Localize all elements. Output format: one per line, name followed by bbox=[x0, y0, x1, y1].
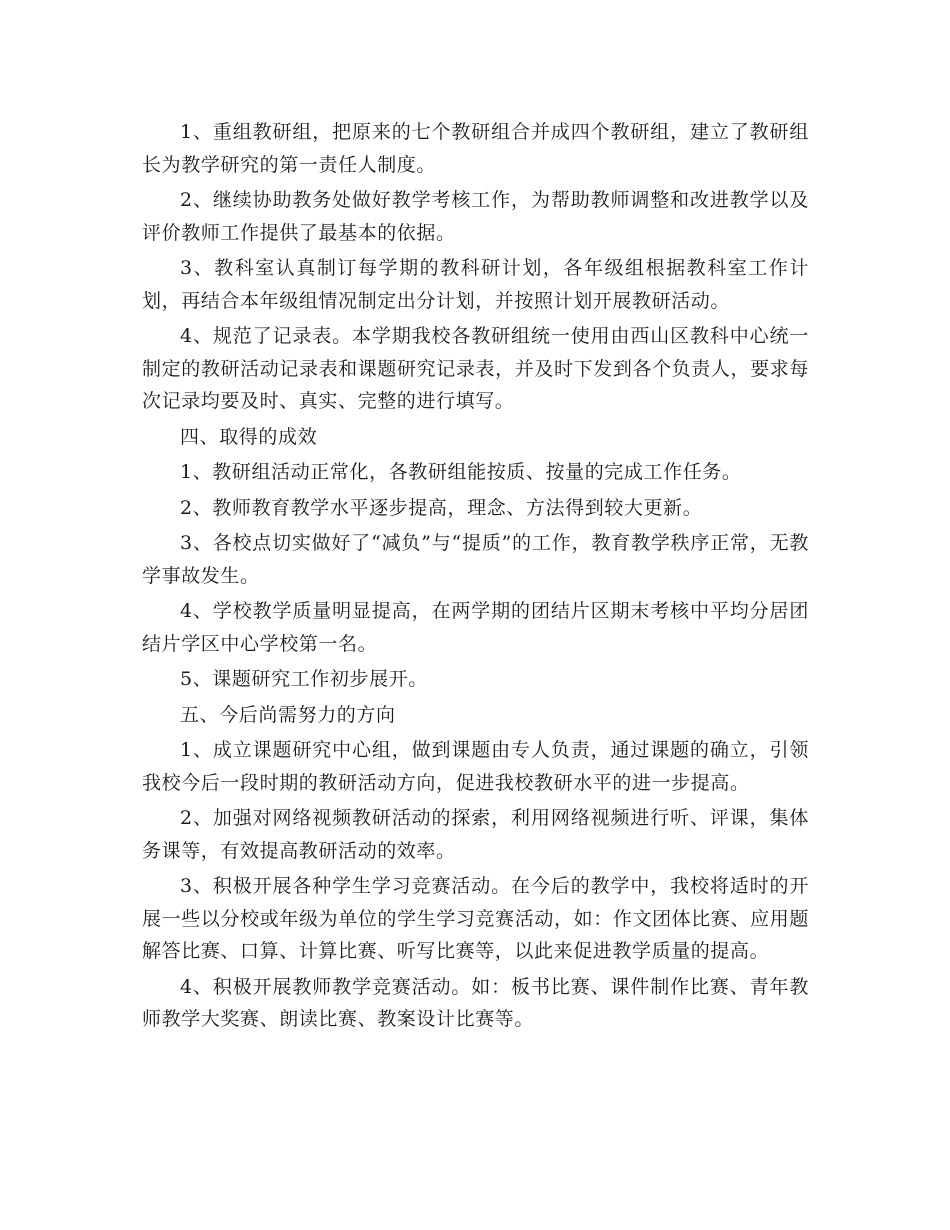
achievement-item-4: 4、学校教学质量明显提高，在两学期的团结片区期末考核中平均分居团结片学区中心学校第一名。 bbox=[142, 600, 809, 655]
direction-item-2: 2、加强对网络视频教研活动的探索，利用网络视频进行听、评课，集体务课等，有效提高教研活动的效率。 bbox=[142, 807, 809, 862]
direction-item-4: 4、积极开展教师教学竞赛活动。如：板书比赛、课件制作比赛、青年教师教学大奖赛、朗读比赛、教案设计比赛等。 bbox=[142, 975, 809, 1030]
section-heading-future-direction: 五、今后尚需努力的方向 bbox=[180, 703, 396, 726]
document-body bbox=[142, 116, 809, 1039]
achievement-item-5: 5、课题研究工作初步展开。 bbox=[180, 668, 428, 690]
achievement-item-2: 2、教师教育教学水平逐步提高，理念、方法得到较大更新。 bbox=[180, 496, 703, 519]
paragraph-item-1: 1、重组教研组，把原来的七个教研组合并成四个教研组，建立了教研组长为教学研究的第一责任人制度。 bbox=[142, 121, 809, 176]
direction-item-3: 3、积极开展各种学生学习竞赛活动。在今后的教学中，我校将适时的开展一些以分校或年级为单位的学生学习竞赛活动，如：作文团体比赛、应用题解答比赛、口算、计算比赛、听写比赛等，以此来促进教学质量的提高。 bbox=[142, 875, 809, 962]
paragraph-item-2: 2、继续协助教务处做好教学考核工作，为帮助教师调整和改进教学以及评价教师工作提供了最基本的依据。 bbox=[142, 189, 809, 244]
paragraph-item-4: 4、规范了记录表。本学期我校各教研组统一使用由西山区教科中心统一制定的教研活动记录表和课题研究记录表，并及时下发到各个负责人，要求每次记录均要及时、真实、完整的进行填写。 bbox=[142, 325, 809, 412]
achievement-item-1: 1、教研组活动正常化，各教研组能按质、按量的完成工作任务。 bbox=[180, 461, 742, 483]
paragraph-item-3: 3、教科室认真制订每学期的教科研计划，各年级组根据教科室工作计划，再结合本年级组情况制定出分计划，并按照计划开展教研活动。 bbox=[142, 257, 809, 312]
section-heading-achievements: 四、取得的成效 bbox=[180, 425, 318, 448]
direction-item-1: 1、成立课题研究中心组，做到课题由专人负责，通过课题的确立，引领我校今后一段时期的教研活动方向，促进我校教研水平的进一步提高。 bbox=[142, 739, 809, 794]
achievement-item-3: 3、各校点切实做好了“减负”与“提质”的工作，教育教学秩序正常，无教学事故发生。 bbox=[142, 532, 809, 587]
